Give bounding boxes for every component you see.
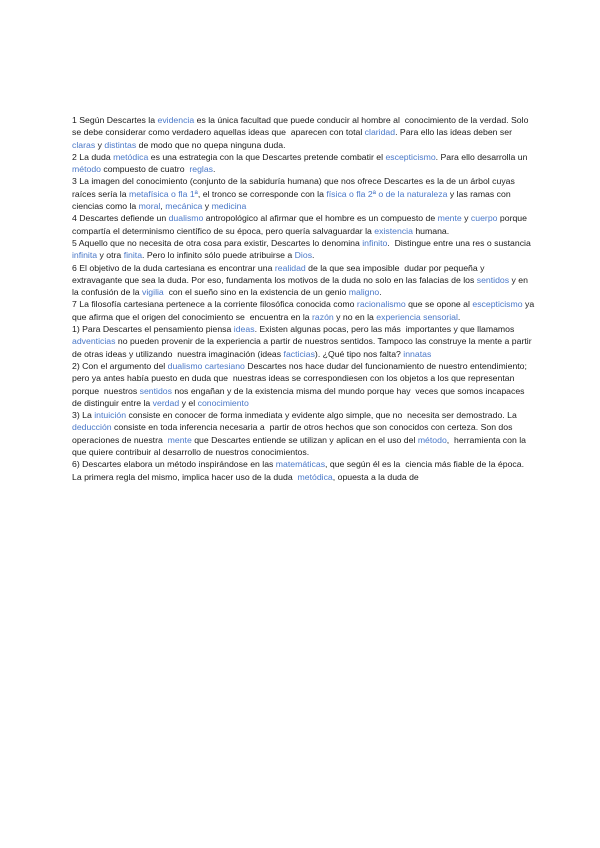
text-run: antropológico al afirmar que el hombre es un compuesto de xyxy=(203,213,438,224)
highlighted-term: matemáticas xyxy=(275,459,326,470)
text-run: , opuesta a la duda de xyxy=(332,471,419,482)
highlighted-term: adventicias xyxy=(72,336,116,347)
text-run: . Para ello desarrolla un xyxy=(435,151,530,162)
text-run: humana. xyxy=(412,225,450,236)
highlighted-term: sentidos xyxy=(476,274,510,285)
text-run: 6 El objetivo de la duda cartesiana es encontrar una xyxy=(72,262,275,273)
text-run: . Distingue entre una res o sustancia xyxy=(387,237,534,248)
text-run: y las ramas con ciencias como la xyxy=(72,188,514,212)
text-run: 3 La imagen del conocimiento (conjunto de la sabiduría humana) que nos ofrece Descartes es la de un árbol cuyas raíces sería la xyxy=(72,176,518,199)
highlighted-term: dualismo xyxy=(168,213,204,224)
highlighted-term: vigilia xyxy=(142,287,164,298)
text-run: , el tronco se corresponde con la xyxy=(197,188,327,199)
highlighted-term: metafísica o fla 1ª xyxy=(128,188,198,199)
highlighted-term: metódica xyxy=(297,471,333,482)
paragraph xyxy=(72,212,536,237)
text-run: es una estrategia con la que Descartes pretende combatir el xyxy=(148,151,386,162)
text-run: y el xyxy=(179,397,198,408)
text-run: 6) Descartes elabora un método inspirándose en las xyxy=(72,459,276,470)
text-run: no pueden provenir de la experiencia a partir de nuestros sentidos. Tampoco las construye la mente a partir de otras ideas y utilizando nuestra imaginación (ideas xyxy=(72,336,535,359)
text-run: . Pero lo infinito sólo puede atribuirse a xyxy=(142,250,295,261)
text-run: . Para ello las ideas deben ser xyxy=(395,127,515,138)
highlighted-term: verdad xyxy=(152,397,180,408)
text-run: , que según él es la ciencia más fiable de la época. La primera regla del mismo, implica hacer uso de la duda xyxy=(72,459,527,482)
highlighted-term: distintas xyxy=(104,139,137,150)
highlighted-term: infinita xyxy=(72,250,98,261)
text-run: porque compartía el determinismo científico de su época, pero quería salvaguardar la xyxy=(72,213,530,236)
text-run: que se opone al xyxy=(405,299,473,310)
highlighted-term: método xyxy=(417,434,447,445)
highlighted-term: física o fla 2ª o de la naturaleza xyxy=(326,188,448,199)
text-run: . Existen algunas pocas, pero las más importantes y que llamamos xyxy=(254,324,517,335)
highlighted-term: conocimiento xyxy=(197,397,249,408)
text-run: 3) La xyxy=(72,410,95,421)
highlighted-term: método xyxy=(72,164,101,175)
text-run: 1) Para Descartes el pensamiento piensa xyxy=(72,324,234,335)
text-run: consiste en conocer de forma inmediata y evidente algo simple, que no necesita ser demostrado. La xyxy=(126,410,520,421)
highlighted-term: intuición xyxy=(94,410,127,421)
paragraph xyxy=(72,175,536,212)
text-run: de modo que no quepa ninguna duda. xyxy=(136,139,286,150)
text-run: y xyxy=(95,139,105,150)
paragraph xyxy=(72,298,536,323)
text-run: , herramienta con la que quiere contribuir al desarrollo de nuestros conocimientos. xyxy=(72,434,529,458)
text-run: compuesto de cuatro xyxy=(100,164,190,175)
highlighted-term: claras xyxy=(72,139,96,150)
text-run: de la que sea imposible dudar por pequeña y extravagante que sea la duda. Por eso, fundamenta los motivos de la duda no solo en las falacias de los xyxy=(72,262,487,285)
highlighted-term: Dios xyxy=(294,250,313,261)
text-run: ya que afirma que el origen del conocimiento se encuentra en la xyxy=(72,299,537,322)
text-run: . xyxy=(379,287,382,298)
highlighted-term: ideas xyxy=(233,324,255,335)
highlighted-term: metódica xyxy=(113,151,149,162)
text-run: 1 Según Descartes la xyxy=(72,115,158,125)
text-run: . xyxy=(457,311,461,322)
text-run: y xyxy=(461,213,471,224)
text-run: consiste en toda inferencia necesaria a partir de otros hechos que son conocidos con certeza. Son dos operaciones de nuestra xyxy=(72,422,515,445)
highlighted-term: finita xyxy=(123,250,143,261)
highlighted-term: infinito xyxy=(362,237,388,248)
highlighted-term: razón xyxy=(312,311,334,322)
text-run: ). ¿Qué tipo nos falta? xyxy=(314,348,404,359)
highlighted-term: cuerpo xyxy=(470,213,498,224)
highlighted-term: dualismo cartesiano xyxy=(167,360,245,371)
text-run: , xyxy=(160,201,166,212)
text-run: 2 La duda xyxy=(72,151,114,162)
text-run: con el sueño sino en la existencia de un genio xyxy=(163,287,349,298)
highlighted-term: realidad xyxy=(274,262,306,273)
text-run: nos engañan y de la existencia misma del mundo porque hay veces que somos incapaces de distinguir entre la xyxy=(72,385,527,408)
highlighted-term: deducción xyxy=(72,422,112,433)
document-body xyxy=(72,114,536,483)
text-run: y otra xyxy=(97,250,124,261)
text-run: 2) Con el argumento del xyxy=(72,360,168,371)
text-run: es la única facultad que puede conducir al hombre al conocimiento de la verdad. Solo se debe considerar como verdadero aquellas ideas que aparecen con total xyxy=(72,115,531,138)
text-run: 5 Aquello que no necesita de otra cosa para existir, Descartes lo denomina xyxy=(72,237,363,248)
highlighted-term: experiencia sensorial xyxy=(376,311,458,322)
paragraph xyxy=(72,409,536,458)
highlighted-term: maligno xyxy=(348,287,380,298)
text-run: que Descartes entiende se utilizan y aplican en el uso del xyxy=(191,434,418,445)
highlighted-term: escepticismo xyxy=(385,151,436,162)
highlighted-term: existencia xyxy=(374,225,413,236)
highlighted-term: escepticismo xyxy=(472,299,523,310)
text-run: Descartes nos hace dudar del funcionamiento de nuestro entendimiento; pero ya antes había puesto en duda que nuestras ideas se correspondiesen con los objetos a los que representan porque nuestros xyxy=(72,360,530,396)
highlighted-term: moral xyxy=(138,201,161,212)
text-run: y no en la xyxy=(333,311,377,322)
highlighted-term: evidencia xyxy=(157,115,195,125)
paragraph xyxy=(72,114,536,151)
text-run: . xyxy=(312,250,315,261)
text-run: . xyxy=(213,164,216,175)
paragraph xyxy=(72,262,536,299)
text-run: 4 Descartes defiende un xyxy=(72,213,169,224)
highlighted-term: claridad xyxy=(364,127,396,138)
highlighted-term: racionalismo xyxy=(356,299,406,310)
text-run: y xyxy=(202,201,212,212)
highlighted-term: reglas xyxy=(189,164,214,175)
paragraph xyxy=(72,237,536,262)
text-run: y en la confusión de la xyxy=(72,274,531,298)
highlighted-term: mecánica xyxy=(165,201,203,212)
paragraph xyxy=(72,360,536,409)
paragraph xyxy=(72,323,536,360)
highlighted-term: innatas xyxy=(403,348,432,359)
highlighted-term: medicina xyxy=(211,201,247,212)
text-run: 7 La filosofía cartesiana pertenece a la corriente filosófica conocida como xyxy=(72,299,357,310)
paragraph xyxy=(72,458,536,483)
paragraph xyxy=(72,151,536,176)
highlighted-term: mente xyxy=(437,213,462,224)
highlighted-term: mente xyxy=(167,434,192,445)
highlighted-term: facticias xyxy=(283,348,315,359)
highlighted-term: sentidos xyxy=(139,385,172,396)
